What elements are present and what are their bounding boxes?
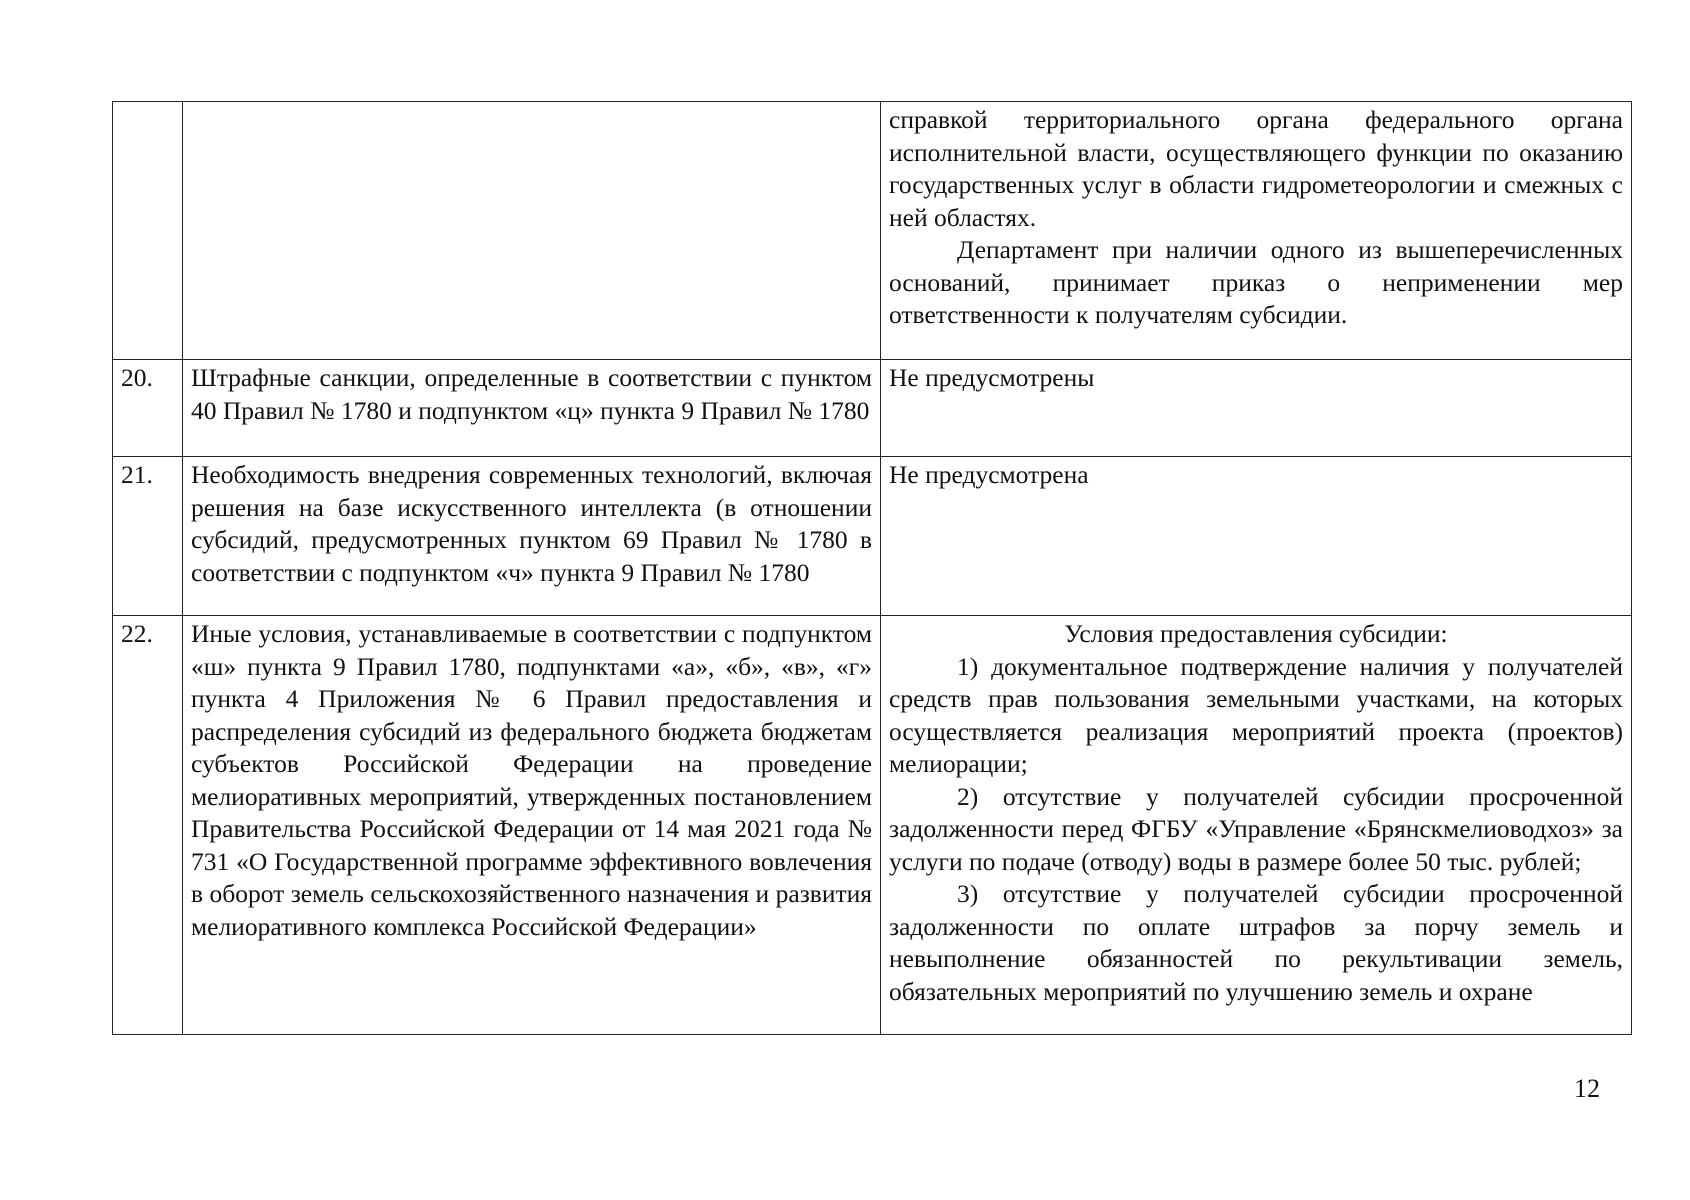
condition-name-cell: Необходимость внедрения современных технологий, включая решения на базе искусственного интеллекта (в отношении субсидий, предусмотренных пунктом 69 Правил № 1780 в соответствии с подпунктом «ч» пункта 9 Правил № 1780: [183, 457, 881, 616]
value-paragraph: справкой территориального органа федерального органа исполнительной власти, осуществляющего функции по оказанию государственных услуг в области гидрометеорологии и смежных с ней областях.: [889, 105, 1623, 232]
table-row-20: [113, 360, 1632, 457]
row-number-cell: [113, 102, 183, 360]
row-number-cell: 20.: [113, 360, 183, 457]
condition-name-cell: Штрафные санкции, определенные в соответствии с пунктом 40 Правил № 1780 и подпунктом «ц» пункта 9 Правил № 1780: [183, 360, 881, 457]
condition-name-cell: Иные условия, устанавливаемые в соответствии с подпунктом «ш» пункта 9 Правил 1780, подпунктами «а», «б», «в», «г» пункта 4 Приложения № 6 Правил предоставления и распределения субсидий из федерального бюджета бюджетам субъектов Российской Федерации на проведение мелиоративных мероприятий, утвержденных постановлением Правительства Российской Федерации от 14 мая 2021 года № 731 «О Государственной программе эффективного вовлечения в оборот земель сельскохозяйственного назначения и развития мелиоративного комплекса Российской Федерации»: [183, 616, 881, 1035]
condition-value-cell: [881, 102, 1632, 360]
page-number: 12: [1574, 1074, 1600, 1103]
condition-value-cell: [881, 616, 1632, 1035]
condition-value-cell: Не предусмотрены: [881, 360, 1632, 457]
value-paragraph: Департамент при наличии одного из вышеперечисленных оснований, принимает приказ о неприменении мер ответственности к получателям субсидии.: [889, 235, 1623, 329]
condition-item: 3) отсутствие у получателей субсидии просроченной задолженности по оплате штрафов за порчу земель и невыполнение обязанностей по рекультивации земель, обязательных мероприятий по улучшению земель и охране: [889, 879, 1623, 1006]
row-number-cell: 22.: [113, 616, 183, 1035]
conditions-table: [112, 101, 1632, 1035]
table-row-21: [113, 457, 1632, 616]
condition-value-cell: Не предусмотрена: [881, 457, 1632, 616]
condition-item: 2) отсутствие у получателей субсидии просроченной задолженности перед ФГБУ «Управление «Брянскмелиоводхоз» за услуги по подаче (отводу) воды в размере более 50 тыс. рублей;: [889, 781, 1623, 876]
table-row-continuation: [113, 102, 1632, 360]
row-number-cell: 21.: [113, 457, 183, 616]
table-row-22: [113, 616, 1632, 1035]
condition-item: 1) документальное подтверждение наличия у получателей средств прав пользования земельными участками, на которых осуществляется реализация мероприятий проекта (проектов) мелиорации;: [889, 651, 1623, 778]
condition-name-cell: [183, 102, 881, 360]
conditions-heading: Условия предоставления субсидии:: [1064, 619, 1448, 648]
